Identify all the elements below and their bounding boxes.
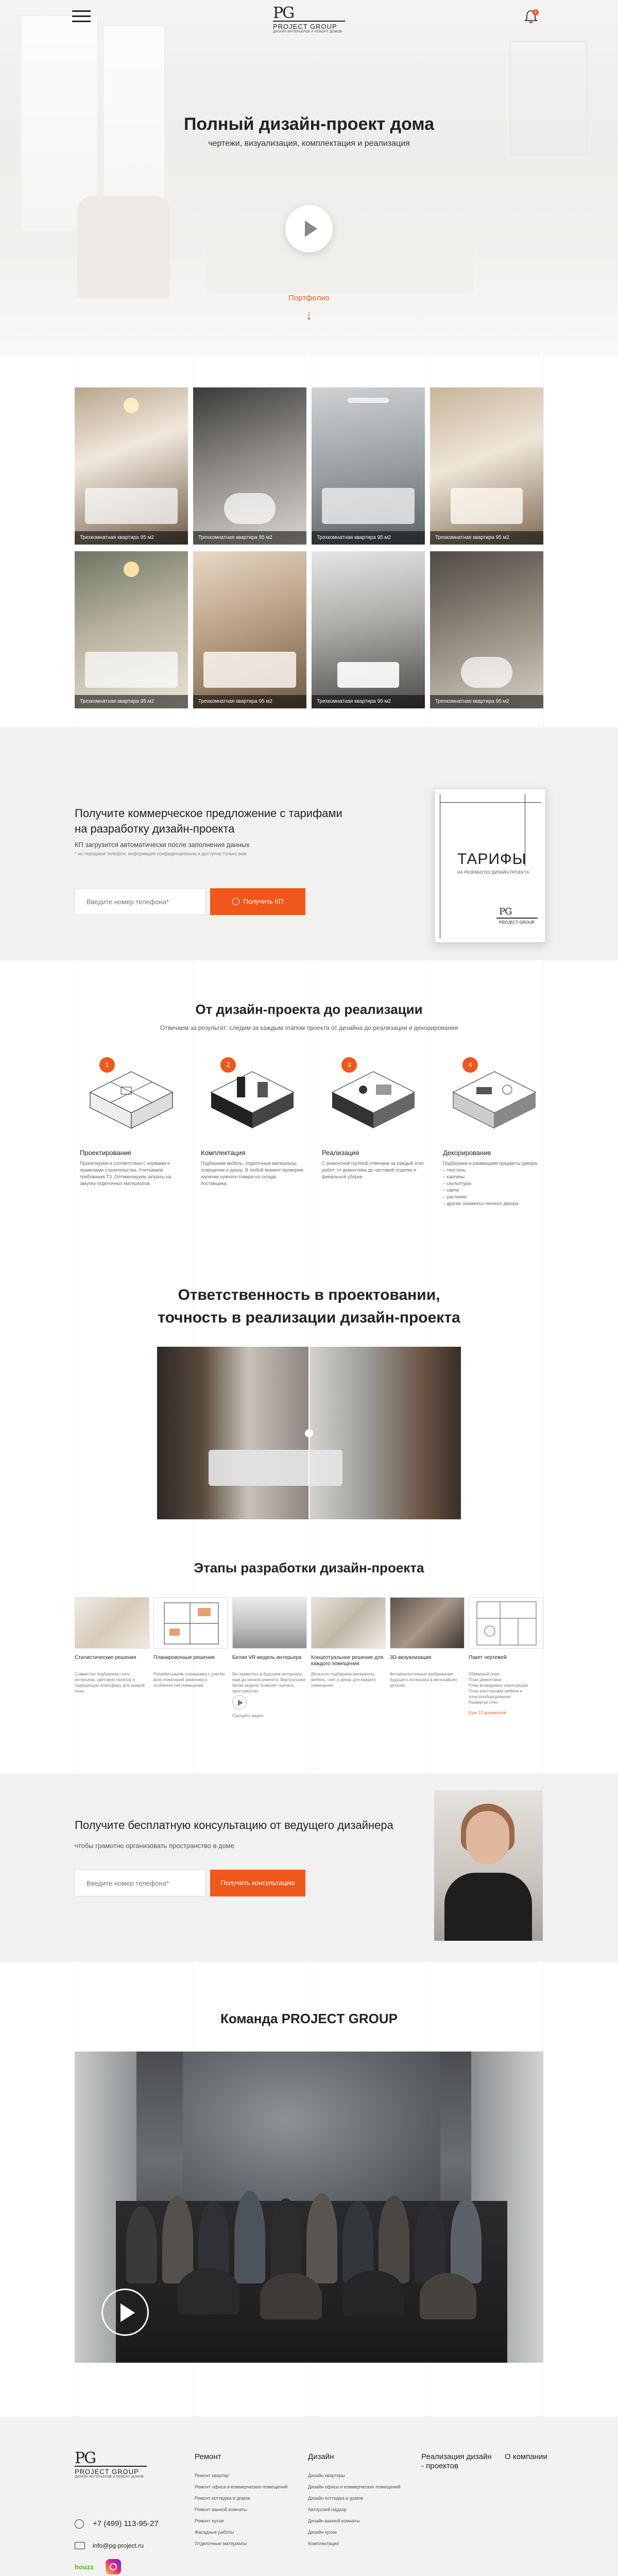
stage-label: Комплектация bbox=[201, 1149, 246, 1157]
tariff-booklet bbox=[434, 788, 546, 943]
more-documents-link[interactable]: Еще 12 документов bbox=[469, 1710, 506, 1715]
stage-label: Реализация bbox=[322, 1149, 359, 1157]
tariff-title: Получите коммерческое предложение с тарифами на разработку дизайн-проекта bbox=[75, 807, 342, 835]
gallery-item[interactable] bbox=[193, 387, 306, 545]
footer-heading[interactable]: Дизайн bbox=[308, 2452, 334, 2461]
hero-subtitle: чертежи, визуализация, комплектация и реализация bbox=[208, 139, 410, 148]
footer-link[interactable]: Ремонт ванной комнаты bbox=[195, 2507, 247, 2512]
stage-description: Подбираем мебель, отделочные материалы, освещение и декор. В любой момент проверим наличие нужного товара на складе поставщика. bbox=[201, 1161, 303, 1186]
process-description: Совместно подбираем стиль интерьера, цветовую палитру и подходящую атмосферу для каждой зоны. bbox=[75, 1672, 145, 1693]
footer-link[interactable]: Ремонт кухни bbox=[195, 2518, 224, 2523]
footer-heading[interactable]: Реализация дизайн - проектов bbox=[421, 2452, 492, 2470]
stage-illustration bbox=[206, 1066, 299, 1133]
get-offer-button[interactable] bbox=[210, 888, 305, 915]
hero-play-button[interactable] bbox=[285, 205, 333, 252]
notification-badge: 1 bbox=[533, 9, 539, 15]
stage-number: 3 bbox=[341, 1057, 357, 1073]
gallery-caption: Трехкомнатная квартира 95 м2 bbox=[312, 695, 425, 708]
after-image bbox=[309, 1347, 461, 1519]
process-description: Фотореалистичные изображения будущего интерьера в мельчайших деталях. bbox=[390, 1672, 457, 1688]
gallery-caption: Трехкомнатная квартира 95 м2 bbox=[430, 531, 543, 545]
logo-name: PROJECT GROUP bbox=[273, 21, 345, 30]
gallery-item[interactable] bbox=[193, 551, 306, 708]
footer-link[interactable]: Дизайн офиса и коммерческих помещений bbox=[308, 2484, 401, 2489]
stage-label: Декорирование bbox=[443, 1149, 491, 1157]
instagram-icon[interactable] bbox=[106, 2559, 121, 2574]
logo-tagline: ДИЗАЙН ИНТЕРЬЕРОВ И РЕМОНТ ДОМОВ bbox=[273, 30, 342, 33]
stages-subtitle: Отвечаем за результат: следим за каждым этапом проекта от дизайна до реализации и декорирования bbox=[160, 1024, 458, 1031]
footer-logo-name: PROJECT GROUP bbox=[75, 2466, 147, 2476]
stage-number: 2 bbox=[220, 1057, 236, 1073]
process-title: Этапы разработки дизайн-проекта bbox=[194, 1560, 424, 1575]
consult-phone-input[interactable] bbox=[75, 1870, 206, 1896]
top-bar bbox=[0, 0, 618, 36]
process-thumb[interactable] bbox=[75, 1597, 149, 1649]
gallery-caption: Трехкомнатная квартира 95 м2 bbox=[193, 695, 306, 708]
footer-logo-tagline: ДИЗАЙН ИНТЕРЬЕРОВ И РЕМОНТ ДОМОВ bbox=[75, 2476, 144, 2479]
tariff-note: * не передаем телефон, информация конфиденциальна и доступна только вам bbox=[75, 851, 247, 856]
designer-photo bbox=[434, 1790, 543, 1941]
footer-link[interactable]: Комплектация bbox=[308, 2541, 339, 2546]
download-icon bbox=[232, 898, 239, 905]
booklet-title: ТАРИФЫ bbox=[457, 851, 527, 868]
slider-knob[interactable] bbox=[305, 1429, 313, 1437]
video-play-icon[interactable] bbox=[232, 1695, 247, 1709]
stage-illustration bbox=[327, 1066, 420, 1133]
footer-link[interactable]: Ремонт коттеджа и домов bbox=[195, 2496, 250, 2501]
footer-link[interactable]: Дизайн кухни bbox=[308, 2530, 337, 2535]
gallery-item[interactable] bbox=[75, 551, 188, 708]
bed-shape bbox=[209, 1450, 342, 1486]
process-thumb[interactable] bbox=[390, 1597, 465, 1649]
responsibility-title bbox=[0, 1284, 618, 1329]
process-description: Вы окажетесь в будущем интерьере, еще до начала ремонта. Виртуальная белая модель позволит оценить пространство. bbox=[232, 1672, 305, 1693]
stage-description: Подбираем и размещаем предметы декора: – текстиль – картины – скульптуры – свечи – растения – другие элементы личного декора bbox=[443, 1161, 539, 1206]
footer-email[interactable]: info@pg-project.ru bbox=[93, 2542, 144, 2549]
footer-link[interactable]: Ремонт квартир bbox=[195, 2473, 229, 2478]
process-description: Детально подбираем материалы, мебель, свет и декор для каждого помещения. bbox=[311, 1672, 376, 1688]
footer-link[interactable]: Ремонт офиса и коммерческих помещений bbox=[195, 2484, 288, 2489]
tariff-text: КП загрузится автоматически после заполнения данных bbox=[75, 841, 250, 849]
gallery-caption: Трехкомнатная квартира 95 м2 bbox=[75, 531, 188, 545]
booklet-subtitle: НА РАЗРАБОТКУ ДИЗАЙН-ПРОЕКТА bbox=[457, 870, 529, 875]
process-description: Разрабатываем планировку с учетом всех пожеланий заказчика и особенностей помещения. bbox=[153, 1672, 225, 1688]
tariff-section bbox=[0, 727, 618, 960]
process-label: Пакет чертежей bbox=[469, 1655, 507, 1660]
portfolio-link[interactable]: Портфолио bbox=[288, 294, 330, 302]
logo-mark: РG bbox=[273, 4, 294, 22]
gallery-caption: Трехкомнатная квартира 95 м2 bbox=[75, 695, 188, 708]
logo[interactable] bbox=[273, 6, 350, 37]
gallery-caption: Трехкомнатная квартира 95 м2 bbox=[312, 531, 425, 545]
gallery-item[interactable] bbox=[430, 551, 543, 708]
footer-heading[interactable]: Ремонт bbox=[195, 2452, 221, 2461]
hero-title: Полный дизайн-проект дома bbox=[183, 114, 435, 134]
stage-description: Проектируем в соответствии с нормами и правилами строительства. Учитываем требования ТЗ. Оптимизируем затраты на закупку отделочных материалов. bbox=[80, 1161, 171, 1186]
footer-col-design bbox=[308, 2452, 401, 2549]
process-thumb[interactable] bbox=[232, 1597, 307, 1649]
footer-link[interactable]: Отделочные материалы bbox=[195, 2541, 247, 2546]
get-consultation-button[interactable]: Получить консультацию bbox=[210, 1870, 305, 1896]
process-thumb[interactable] bbox=[469, 1597, 543, 1649]
gallery-item[interactable] bbox=[312, 551, 425, 708]
consult-section bbox=[0, 1774, 618, 1962]
gallery-item[interactable] bbox=[430, 387, 543, 545]
booklet-logo-mark: РG bbox=[499, 906, 512, 917]
process-label: Белая VR-модель интерьера bbox=[232, 1655, 302, 1660]
arrow-down-icon[interactable]: ↓ bbox=[305, 307, 313, 323]
gallery-caption: Трехкомнатная квартира 95 м2 bbox=[430, 695, 543, 708]
booklet-logo-name: PROJECT GROUP bbox=[499, 920, 535, 925]
process-label: Планировочные решения bbox=[153, 1655, 215, 1660]
footer-heading[interactable]: О компании bbox=[505, 2452, 547, 2461]
hero-section bbox=[0, 0, 618, 355]
process-label: 3D-визуализация bbox=[390, 1655, 432, 1660]
process-label: Стилистические решения bbox=[75, 1655, 136, 1660]
tariff-phone-input[interactable] bbox=[75, 888, 206, 915]
team-photo bbox=[75, 2052, 543, 2363]
footer-link[interactable]: Дизайн коттеджа и домов bbox=[308, 2496, 364, 2501]
stages-title: От дизайн-проекта до реализации bbox=[195, 1002, 423, 1017]
footer-link[interactable]: Дизайн ванной комнаты bbox=[308, 2518, 360, 2523]
before-after-slider[interactable] bbox=[157, 1347, 461, 1519]
phone-icon bbox=[75, 2519, 84, 2529]
footer-col-about bbox=[505, 2452, 547, 2470]
footer-col-realization bbox=[421, 2452, 493, 2479]
gallery-item[interactable] bbox=[75, 387, 188, 545]
gallery-item[interactable] bbox=[312, 387, 425, 545]
bell-icon[interactable] bbox=[524, 9, 540, 25]
team-video-play-button[interactable] bbox=[101, 2289, 149, 2336]
footer-col-repair bbox=[195, 2452, 287, 2549]
footer-link[interactable]: Дизайн квартиры bbox=[308, 2473, 345, 2478]
consult-text: чтобы грамотно организовать пространство в доме bbox=[75, 1842, 235, 1850]
stage-label: Проектирование bbox=[80, 1149, 132, 1157]
footer-link[interactable]: Фасадные работы bbox=[195, 2530, 234, 2535]
process-description: Обмерный план План демонтажа План возводимых перегородок План расстановки мебели и электрооборудования Развертки стен bbox=[469, 1672, 528, 1705]
get-offer-label: Получить КП bbox=[243, 897, 284, 905]
footer-link[interactable]: Авторский надзор bbox=[308, 2507, 347, 2512]
responsibility-line-2: точность в реализации дизайн-проекта bbox=[158, 1309, 460, 1326]
process-label: Концептуальное решение для каждого помещения bbox=[311, 1655, 384, 1667]
gallery-caption: Трехкомнатная квартира 95 м2 bbox=[193, 531, 306, 545]
houzz-icon[interactable]: houzz bbox=[75, 2563, 94, 2571]
footer-logo[interactable] bbox=[75, 2451, 152, 2482]
consult-title: Получите бесплатную консультацию от ведущего дизайнера bbox=[75, 1819, 393, 1832]
stage-number: 1 bbox=[99, 1057, 115, 1073]
mail-icon bbox=[75, 2542, 85, 2549]
process-thumb[interactable] bbox=[153, 1597, 228, 1649]
video-link[interactable]: Смотреть видео bbox=[232, 1714, 264, 1718]
footer-phone[interactable]: +7 (499) 113-95-27 bbox=[93, 2519, 159, 2528]
menu-icon[interactable] bbox=[72, 10, 91, 23]
footer bbox=[0, 2416, 618, 2576]
team-title: Команда PROJECT GROUP bbox=[220, 2011, 398, 2026]
stage-illustration bbox=[448, 1066, 541, 1133]
stage-description: С ремонтной группой отвечаем за каждый этап работ: от демонтажа до чистовой отделки и финальной уборки. bbox=[322, 1161, 424, 1179]
process-thumb[interactable] bbox=[311, 1597, 386, 1649]
footer-logo-mark: РG bbox=[75, 2449, 96, 2467]
stage-illustration bbox=[85, 1066, 178, 1133]
before-image bbox=[157, 1347, 309, 1519]
responsibility-line-1: Ответственность в проектовании, bbox=[178, 1286, 440, 1303]
stage-number: 4 bbox=[462, 1057, 478, 1073]
